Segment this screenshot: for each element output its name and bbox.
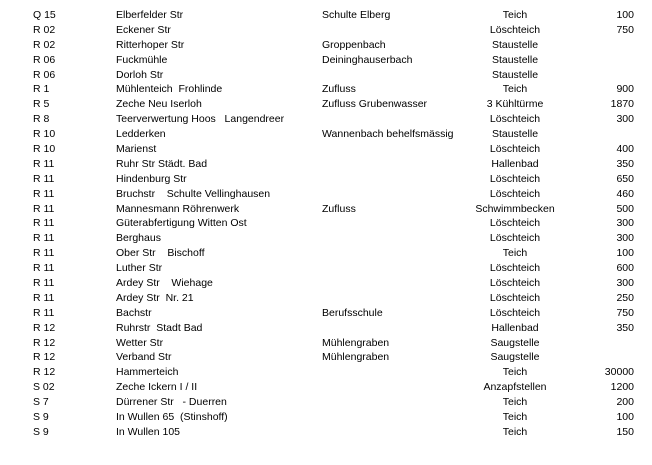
- grid-code: R 02: [33, 23, 56, 36]
- capacity-value: 650: [616, 172, 634, 185]
- location-name: Teerverwertung Hoos Langendreer: [116, 113, 285, 126]
- location-name: Ruhr Str Städt. Bad: [116, 157, 208, 170]
- capacity-value: 30000: [604, 366, 634, 379]
- grid-code: R 11: [33, 277, 55, 290]
- table-row: [0, 172, 652, 187]
- water-source: Zufluss: [322, 83, 356, 96]
- water-source: Zufluss Grubenwasser: [322, 98, 428, 111]
- water-point-type: Löschteich: [489, 217, 541, 230]
- table-row: [0, 68, 652, 83]
- capacity-value: 750: [616, 23, 634, 36]
- table-row: [0, 380, 652, 395]
- table-row: [0, 142, 652, 157]
- grid-code: S 7: [33, 396, 49, 409]
- location-name: Elberfelder Str: [116, 9, 184, 21]
- location-name: In Wullen 105: [116, 425, 181, 438]
- location-name: Eckener Str: [116, 23, 171, 36]
- location-name: Güterabfertigung Witten Ost: [116, 217, 247, 230]
- capacity-value: 300: [616, 217, 634, 230]
- table-row: [0, 202, 652, 217]
- table-row: [0, 187, 652, 202]
- capacity-value: 100: [616, 247, 634, 260]
- grid-code: R 11: [33, 247, 55, 260]
- grid-code: R 12: [33, 366, 56, 379]
- location-name: Ledderken: [116, 128, 166, 141]
- location-name: Dürrener Str - Duerren: [116, 396, 227, 409]
- grid-code: R 11: [33, 187, 55, 200]
- table-row: [0, 216, 652, 231]
- table-row: [0, 276, 652, 291]
- grid-code: S 9: [33, 425, 49, 438]
- table-row: [0, 321, 652, 336]
- location-name: Ardey Str Wiehage: [116, 277, 213, 290]
- capacity-value: 1200: [610, 381, 634, 394]
- table-row: [0, 23, 652, 38]
- location-name: Ober Str Bischoff: [116, 247, 205, 260]
- location-name: Zeche Ickern I / II: [116, 381, 198, 394]
- water-point-type: Löschteich: [489, 306, 541, 319]
- grid-code: Q 15: [33, 9, 56, 21]
- table-row: [0, 38, 652, 53]
- location-name: Bruchstr Schulte Vellinghausen: [116, 187, 271, 200]
- location-name: Ritterhoper Str: [116, 38, 185, 51]
- water-point-type: Teich: [502, 396, 528, 409]
- water-point-type: Staustelle: [491, 53, 539, 66]
- location-name: Zeche Neu Iserloh: [116, 98, 202, 111]
- water-source: Wannenbach behelfsmässig: [322, 128, 454, 141]
- capacity-value: 1870: [610, 98, 634, 111]
- water-point-type: Teich: [502, 411, 528, 424]
- grid-code: R 11: [33, 291, 55, 304]
- capacity-value: 350: [616, 157, 634, 170]
- grid-code: R 06: [33, 68, 56, 81]
- water-point-type: Schwimmbecken: [475, 202, 555, 215]
- location-name: Ardey Str Nr. 21: [116, 291, 194, 304]
- table-row: [0, 306, 652, 321]
- grid-code: R 11: [33, 172, 55, 185]
- water-point-type: Teich: [502, 425, 528, 438]
- grid-code: R 11: [33, 202, 55, 215]
- grid-code: R 11: [33, 306, 55, 319]
- table-row: [0, 231, 652, 246]
- water-point-type: Löschteich: [489, 187, 541, 200]
- water-point-type: 3 Kühltürme: [486, 98, 544, 111]
- water-point-type: Hallenbad: [491, 157, 539, 170]
- location-name: Ruhrstr Stadt Bad: [116, 321, 203, 334]
- location-name: In Wullen 65 (Stinshoff): [116, 411, 228, 424]
- capacity-value: 250: [616, 291, 634, 304]
- water-source: Groppenbach: [322, 38, 386, 51]
- location-name: Berghaus: [116, 232, 161, 245]
- water-source: Schulte Elberg: [322, 9, 391, 21]
- grid-code: R 11: [33, 232, 55, 245]
- table-row: [0, 291, 652, 306]
- water-point-type: Staustelle: [491, 38, 539, 51]
- grid-code: R 12: [33, 351, 56, 364]
- table-row: [0, 336, 652, 351]
- spreadsheet-table: [0, 8, 652, 440]
- water-point-type: Löschteich: [489, 23, 541, 36]
- table-row: [0, 53, 652, 68]
- location-name: Wetter Str: [116, 336, 164, 349]
- capacity-value: 500: [616, 202, 634, 215]
- water-point-type: Löschteich: [489, 232, 541, 245]
- location-name: Hammerteich: [116, 366, 179, 379]
- grid-code: R 12: [33, 336, 56, 349]
- water-source: Zufluss: [322, 202, 356, 215]
- grid-code: R 06: [33, 53, 56, 66]
- water-point-type: Teich: [502, 366, 528, 379]
- location-name: Marienst: [116, 143, 157, 156]
- grid-code: R 5: [33, 98, 50, 111]
- water-point-type: Teich: [502, 9, 528, 21]
- location-name: Fuckmühle: [116, 53, 168, 66]
- table-row: [0, 425, 652, 440]
- capacity-value: 200: [616, 396, 634, 409]
- location-name: Hindenburg Str: [116, 172, 187, 185]
- table-row: [0, 261, 652, 276]
- table-row: [0, 395, 652, 410]
- water-point-type: Teich: [502, 83, 528, 96]
- water-point-type: Anzapfstellen: [483, 381, 547, 394]
- table-row: [0, 350, 652, 365]
- water-point-type: Staustelle: [491, 128, 539, 141]
- table-row: [0, 82, 652, 97]
- water-point-type: Staustelle: [491, 68, 539, 81]
- grid-code: R 12: [33, 321, 56, 334]
- capacity-value: 100: [616, 411, 634, 424]
- capacity-value: 750: [616, 306, 634, 319]
- grid-code: R 1: [33, 83, 50, 96]
- water-source: Mühlengraben: [322, 351, 390, 364]
- water-point-type: Löschteich: [489, 113, 541, 126]
- water-point-type: Saugstelle: [490, 336, 540, 349]
- water-source: Deininghauserbach: [322, 53, 413, 66]
- location-name: Mühlenteich Frohlinde: [116, 83, 223, 96]
- capacity-value: 300: [616, 232, 634, 245]
- capacity-value: 400: [616, 143, 634, 156]
- water-point-type: Löschteich: [489, 172, 541, 185]
- water-point-type: Teich: [502, 247, 528, 260]
- location-name: Dorloh Str: [116, 68, 164, 81]
- grid-code: R 02: [33, 38, 56, 51]
- water-point-type: Löschteich: [489, 143, 541, 156]
- table-row: [0, 112, 652, 127]
- table-row: [0, 127, 652, 142]
- grid-code: R 10: [33, 143, 56, 156]
- grid-code: S 9: [33, 411, 49, 424]
- location-name: Bachstr: [116, 306, 152, 319]
- water-point-type: Löschteich: [489, 277, 541, 290]
- table-row: [0, 410, 652, 425]
- water-point-type: Löschteich: [489, 262, 541, 275]
- grid-code: S 02: [33, 381, 55, 394]
- location-name: Verband Str: [116, 351, 172, 364]
- water-point-type: Saugstelle: [490, 351, 540, 364]
- water-source: Berufsschule: [322, 306, 383, 319]
- grid-code: R 8: [33, 113, 50, 126]
- table-row: [0, 157, 652, 172]
- location-name: Luther Str: [116, 262, 163, 275]
- capacity-value: 600: [616, 262, 634, 275]
- capacity-value: 150: [616, 425, 634, 438]
- capacity-value: 350: [616, 321, 634, 334]
- table-row: [0, 246, 652, 261]
- capacity-value: 300: [616, 113, 634, 126]
- grid-code: R 11: [33, 262, 55, 275]
- capacity-value: 900: [616, 83, 634, 96]
- grid-code: R 10: [33, 128, 56, 141]
- table-row: [0, 8, 652, 23]
- capacity-value: 460: [616, 187, 634, 200]
- grid-code: R 11: [33, 217, 55, 230]
- capacity-value: 100: [616, 9, 634, 21]
- water-source: Mühlengraben: [322, 336, 390, 349]
- grid-code: R 11: [33, 157, 55, 170]
- water-point-type: Löschteich: [489, 291, 541, 304]
- capacity-value: 300: [616, 277, 634, 290]
- location-name: Mannesmann Röhrenwerk: [116, 202, 240, 215]
- table-row: [0, 97, 652, 112]
- table-row: [0, 365, 652, 380]
- water-point-type: Hallenbad: [491, 321, 539, 334]
